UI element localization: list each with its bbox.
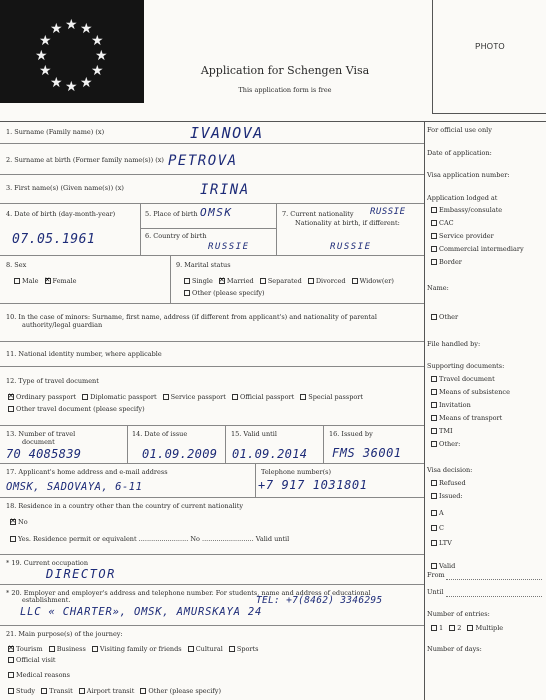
travel-doc-checkbox[interactable]	[431, 376, 437, 382]
home-address-value[interactable]: OMSK, SADOVAYA, 6-11	[6, 481, 143, 493]
valid-label: Valid	[439, 562, 456, 570]
border-label: Border	[439, 258, 462, 266]
residence-yes-checkbox[interactable]	[10, 536, 16, 542]
place-of-birth-value[interactable]: OMSK	[200, 206, 233, 219]
study-checkbox[interactable]	[8, 688, 14, 694]
photo-label: PHOTO	[475, 42, 505, 51]
single-checkbox[interactable]	[184, 278, 190, 284]
cultural-label: Cultural	[195, 645, 223, 653]
star-icon: ★	[35, 48, 48, 64]
official-passport-label: Official passport	[239, 393, 295, 401]
travel-doc-label: Travel document	[439, 375, 495, 383]
decision-issued-option	[427, 492, 463, 500]
a-checkbox[interactable]	[431, 510, 437, 516]
commercial-label: Commercial intermediary	[439, 245, 524, 253]
decision-valid-option	[427, 562, 455, 570]
residence-yes-option	[6, 535, 289, 543]
purpose-options-row1	[4, 645, 258, 653]
widow-checkbox[interactable]	[352, 278, 358, 284]
airport-transit-label: Airport transit	[86, 687, 135, 695]
travel-doc-type-label: 12. Type of travel document	[6, 377, 99, 385]
lodged-provider-option	[427, 232, 494, 240]
sports-checkbox[interactable]	[229, 646, 235, 652]
supporting-docs-label: Supporting documents:	[427, 362, 505, 370]
valid-until-label: 15. Valid until	[231, 430, 277, 438]
support-other-option	[427, 440, 460, 448]
transit-checkbox[interactable]	[41, 688, 47, 694]
residence-yes-label: Yes. Residence permit or equivalent ........................ No ......................... Valid until	[18, 535, 290, 543]
entries-label: Number of entries:	[427, 610, 490, 618]
purpose-options-row2	[4, 656, 56, 664]
surname-at-birth-label: 2. Surname at birth (Former family name(s)) (x)	[6, 156, 164, 164]
diplomatic-passport-checkbox[interactable]	[82, 394, 88, 400]
decision-a-option	[427, 509, 444, 517]
star-icon: ★	[91, 63, 104, 79]
invitation-label: Invitation	[439, 401, 471, 409]
cultural-checkbox[interactable]	[188, 646, 194, 652]
country-of-birth-label: 6. Country of birth	[145, 232, 207, 240]
decision-c-option	[427, 524, 444, 532]
widow-label: Widow(er)	[359, 277, 394, 285]
residence-no-checkbox[interactable]	[10, 519, 16, 525]
ltv-checkbox[interactable]	[431, 540, 437, 546]
c-checkbox[interactable]	[431, 525, 437, 531]
lodged-cac-option	[427, 219, 454, 227]
medical-label: Medical reasons	[16, 671, 71, 679]
national-id-label: 11. National identity number, where applicable	[6, 350, 162, 358]
star-icon: ★	[65, 17, 78, 33]
marital-label: 9. Marital status	[176, 261, 231, 269]
lodged-at-label: Application lodged at	[427, 194, 498, 202]
sex-options	[10, 277, 77, 285]
special-passport-label: Special passport	[308, 393, 363, 401]
other-marital-checkbox[interactable]	[184, 290, 190, 296]
transport-checkbox[interactable]	[431, 415, 437, 421]
medical-checkbox[interactable]	[8, 672, 14, 678]
date-of-application-label: Date of application:	[427, 149, 492, 157]
travel-doc-options	[4, 393, 363, 401]
phone-value[interactable]: +7 917 1031801	[258, 478, 368, 492]
subsistence-checkbox[interactable]	[431, 389, 437, 395]
application-number-label: Visa application number:	[427, 171, 510, 179]
diplomatic-passport-label: Diplomatic passport	[90, 393, 157, 401]
embassy-label: Embassy/consulate	[439, 206, 503, 214]
nationality-at-birth-value[interactable]: RUSSIE	[330, 242, 372, 252]
separated-checkbox[interactable]	[260, 278, 266, 284]
embassy-checkbox[interactable]	[431, 207, 437, 213]
provider-label: Service provider	[439, 232, 494, 240]
male-checkbox[interactable]	[14, 278, 20, 284]
invitation-checkbox[interactable]	[431, 402, 437, 408]
support-subsistence-option	[427, 388, 510, 396]
decision-ltv-option	[427, 539, 452, 547]
cac-label: CAC	[439, 219, 454, 227]
other-purpose-label: Other (please specify)	[148, 687, 221, 695]
star-icon: ★	[39, 63, 52, 79]
cac-checkbox[interactable]	[431, 220, 437, 226]
female-checkbox[interactable]	[45, 278, 51, 284]
star-icon: ★	[50, 75, 63, 91]
other-marital-label: Other (please specify)	[192, 289, 265, 297]
entries-1-checkbox[interactable]	[431, 625, 437, 631]
visiting-label: Visiting family or friends	[99, 645, 182, 653]
photo-box[interactable]	[432, 0, 546, 114]
business-label: Business	[56, 645, 86, 653]
support-invitation-option	[427, 401, 471, 409]
tourism-checkbox[interactable]	[8, 646, 14, 652]
other-lodged-checkbox[interactable]	[431, 314, 437, 320]
travel-doc-number-label: 13. Number of travel	[6, 430, 76, 438]
service-passport-checkbox[interactable]	[163, 394, 169, 400]
home-address-label: 17. Applicant's home address and e-mail address	[6, 468, 168, 476]
purpose-label: 21. Main purpose(s) of the journey:	[6, 630, 123, 638]
issued-checkbox[interactable]	[431, 493, 437, 499]
form-title: Application for Schengen Visa	[200, 64, 370, 77]
name-label: Name:	[427, 284, 449, 292]
nationality-at-birth-label: Nationality at birth, if different:	[295, 219, 400, 227]
surname-at-birth-value[interactable]: PETROVA	[168, 153, 238, 169]
business-checkbox[interactable]	[49, 646, 55, 652]
date-of-issue-label: 14. Date of issue	[132, 430, 188, 438]
subsistence-label: Means of subsistence	[439, 388, 510, 396]
residence-no-label: No	[18, 518, 28, 526]
country-of-birth-value[interactable]: RUSSIE	[208, 242, 250, 252]
border-checkbox[interactable]	[431, 259, 437, 265]
visa-decision-label: Visa decision:	[427, 466, 473, 474]
married-label: Married	[226, 277, 254, 285]
divorced-label: Divorced	[315, 277, 346, 285]
refused-checkbox[interactable]	[431, 480, 437, 486]
form-subtitle: This application form is free	[238, 86, 332, 94]
date-of-issue-value[interactable]: 01.09.2009	[142, 447, 218, 461]
special-passport-checkbox[interactable]	[300, 394, 306, 400]
other-purpose-checkbox[interactable]	[140, 688, 146, 694]
ordinary-passport-label: Ordinary passport	[16, 393, 77, 401]
occupation-value[interactable]: DIRECTOR	[46, 567, 116, 581]
marital-other-option	[180, 289, 265, 297]
other-support-checkbox[interactable]	[431, 441, 437, 447]
valid-from-label: From	[427, 571, 445, 579]
residence-label: 18. Residence in a country other than the country of current nationality	[6, 502, 244, 510]
surname-value[interactable]: IVANOVA	[190, 124, 264, 142]
tmi-checkbox[interactable]	[431, 428, 437, 434]
dob-value[interactable]: 07.05.1961	[12, 232, 96, 247]
ordinary-passport-checkbox[interactable]	[8, 394, 14, 400]
employer-label: * 20. Employer and employer's address and telephone number. For students, name and address of educational	[6, 589, 371, 597]
occupation-label: * 19. Current occupation	[6, 559, 89, 567]
other-travel-doc-checkbox[interactable]	[8, 406, 14, 412]
other-travel-doc-option	[4, 405, 145, 413]
single-label: Single	[192, 277, 213, 285]
star-icon: ★	[65, 79, 78, 95]
employer-label-2: establishment.	[22, 596, 71, 604]
married-checkbox[interactable]	[219, 278, 225, 284]
issued-by-value[interactable]: FMS 36001	[332, 446, 402, 460]
entries-options	[427, 624, 503, 632]
lodged-other-option	[427, 313, 458, 321]
provider-checkbox[interactable]	[431, 233, 437, 239]
first-name-label: 3. First name(s) (Given name(s)) (x)	[6, 184, 124, 192]
travel-doc-number-label-2: document	[22, 438, 55, 446]
other-travel-doc-label: Other travel document (please specify)	[16, 405, 145, 413]
phone-label: Telephone number(s)	[261, 468, 332, 476]
star-icon: ★	[80, 21, 93, 37]
number-of-days-label: Number of days:	[427, 645, 482, 653]
transit-label: Transit	[49, 687, 73, 695]
divorced-checkbox[interactable]	[308, 278, 314, 284]
first-name-value[interactable]: IRINA	[200, 182, 250, 198]
other-lodged-label: Other	[439, 313, 459, 321]
dob-label: 4. Date of birth (day-month-year)	[6, 210, 116, 218]
entries-multiple-label: Multiple	[475, 624, 504, 632]
official-visit-checkbox[interactable]	[8, 657, 14, 663]
star-icon: ★	[91, 33, 104, 49]
official-passport-checkbox[interactable]	[232, 394, 238, 400]
ltv-label: LTV	[439, 539, 452, 547]
a-label: A	[439, 509, 444, 517]
nationality-value[interactable]: RUSSIE	[370, 207, 406, 217]
sports-label: Sports	[236, 645, 259, 653]
issued-by-label: 16. Issued by	[329, 430, 373, 438]
lodged-embassy-option	[427, 206, 502, 214]
issued-label: Issued:	[439, 492, 463, 500]
sex-label: 8. Sex	[6, 261, 27, 269]
entries-2-checkbox[interactable]	[449, 625, 455, 631]
c-label: C	[439, 524, 444, 532]
study-label: Study	[16, 687, 36, 695]
tmi-label: TMI	[439, 427, 453, 435]
service-passport-label: Service passport	[170, 393, 226, 401]
commercial-checkbox[interactable]	[431, 246, 437, 252]
entries-2-label: 2	[457, 624, 462, 632]
tourism-label: Tourism	[16, 645, 43, 653]
other-support-label: Other:	[439, 440, 461, 448]
official-visit-label: Official visit	[16, 656, 56, 664]
entries-multiple-checkbox[interactable]	[467, 625, 473, 631]
female-label: Female	[52, 277, 77, 285]
residence-no-option	[6, 518, 28, 526]
star-icon: ★	[95, 48, 108, 64]
minors-label-2: authority/legal guardian	[22, 321, 103, 329]
nationality-label: 7. Current nationality	[282, 210, 354, 218]
valid-until-value[interactable]: 01.09.2014	[232, 447, 308, 461]
lodged-commercial-option	[427, 245, 524, 253]
valid-until-sidebar-label: Until	[427, 588, 444, 596]
support-transport-option	[427, 414, 502, 422]
refused-label: Refused	[439, 479, 466, 487]
separated-label: Separated	[267, 277, 302, 285]
male-label: Male	[22, 277, 39, 285]
entries-1-label: 1	[439, 624, 444, 632]
eu-flag-icon	[0, 0, 144, 103]
place-of-birth-label: 5. Place of birth	[145, 210, 198, 218]
official-use-title: For official use only	[427, 126, 492, 134]
surname-label: 1. Surname (Family name) (x)	[6, 128, 105, 136]
star-icon: ★	[50, 21, 63, 37]
employer-phone-value[interactable]: TEL: +7(8462) 3346295	[256, 595, 383, 606]
transport-label: Means of transport	[439, 414, 503, 422]
purpose-options-row3	[4, 671, 70, 679]
decision-refused-option	[427, 479, 466, 487]
star-icon: ★	[39, 33, 52, 49]
travel-doc-number-value[interactable]: 70 4085839	[6, 447, 82, 461]
marital-options	[180, 277, 394, 285]
star-icon: ★	[80, 75, 93, 91]
minors-label: 10. In the case of minors: Surname, first name, address (if different from applicant's) and nationality of parental	[6, 313, 377, 321]
lodged-border-option	[427, 258, 462, 266]
valid-checkbox[interactable]	[431, 563, 437, 569]
support-travel-doc-option	[427, 375, 495, 383]
support-tmi-option	[427, 427, 453, 435]
file-handled-label: File handled by:	[427, 340, 481, 348]
employer-address-value[interactable]: LLC « CHARTER», OMSK, AMURSKAYA 24	[20, 606, 263, 618]
airport-transit-checkbox[interactable]	[79, 688, 85, 694]
purpose-options-row4	[4, 687, 221, 695]
visiting-checkbox[interactable]	[92, 646, 98, 652]
